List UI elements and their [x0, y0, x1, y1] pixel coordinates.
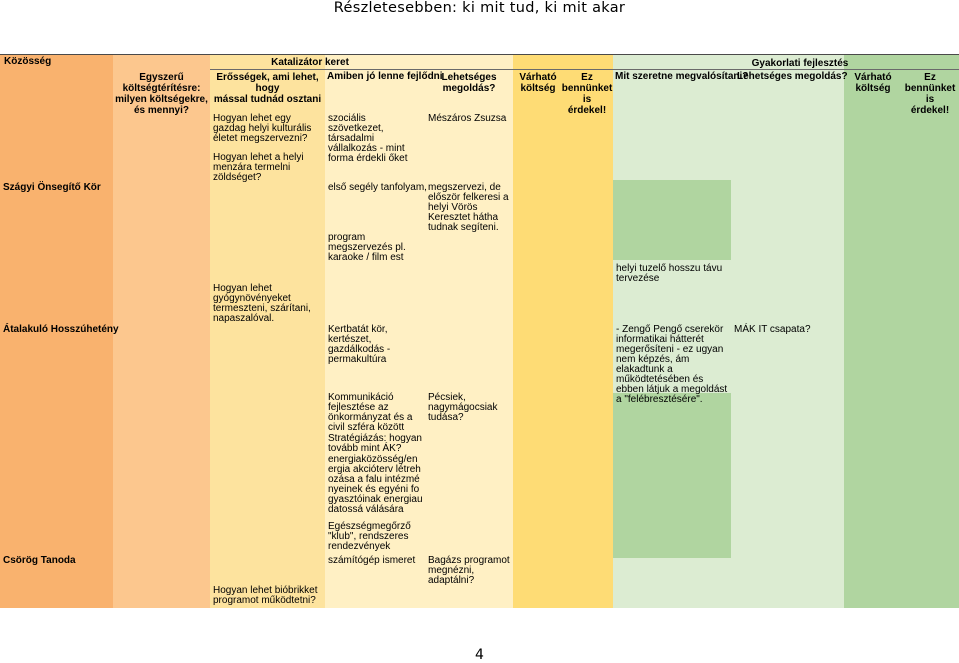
highlight-cell [613, 180, 731, 260]
solution-item: megszervezi, de először felkeresi a helyi Vörös Keresztet hátha tudnak segíteni. [428, 182, 509, 233]
solution-item: Mészáros Zsuzsa [428, 113, 507, 124]
column-simple-cost [113, 54, 210, 608]
header-simple-cost: Egyszerű költségtérítésre: milyen költségekre, és mennyi? [115, 72, 208, 116]
community-atalakulo: Átalakuló Hosszúhetény [3, 324, 119, 335]
header-cost: Várható költség [519, 72, 557, 94]
header-practical-goal: Mit szeretne megvalósítani? [615, 71, 749, 82]
improve-item: Kommunikáció fejlesztése az önkormányzat és a civil szféra között [328, 392, 413, 433]
strength-item: Hogyan lehet gyógynövényeket termeszteni, szárítani, napaszalóval. [213, 283, 311, 324]
practical-goal-item: helyi tuzelő hosszu távu tervezése [616, 263, 723, 284]
community-szagyi: Szágyi Önsegítő Kör [3, 182, 101, 193]
header-catalyst-frame: Katalizátor keret [271, 57, 349, 68]
community-csorog: Csörög Tanoda [3, 555, 76, 566]
practical-solution-item: MÁK IT csapata? [734, 324, 811, 335]
strength-item: Hogyan lehet bióbrikket programot működtetni? [213, 585, 318, 606]
page-number: 4 [475, 647, 484, 663]
header-interest: Ez bennünket is érdekel! [561, 72, 613, 116]
header-practical-solution: Lehetséges megoldás? [737, 71, 848, 82]
improve-item: számítógép ismeret [328, 555, 416, 566]
improve-item: első segély tanfolyam, [328, 182, 427, 193]
practical-goal-item: - Zengő Pengő cserekör informatikai hátterét megerősíteni - ez ugyan nem képzés, ám elakadtunk a működtetésében és ebben látjuk a megoldást a "felébresztésére". [616, 324, 728, 405]
header-divider [210, 69, 959, 70]
column-interest [563, 54, 613, 608]
improve-item: Kertbatát kör, kertészet, gazdálkodás - permakultúra [328, 324, 391, 365]
strength-item: Hogyan lehet egy gazdag helyi kulturális életet megszervezni? [213, 113, 312, 144]
improve-item: Stratégiázás: hogyan tovább mint ÁK? [328, 433, 422, 454]
page-title: Részletesebben: ki mit tud, ki mit akar [333, 0, 626, 16]
column-solution [425, 54, 513, 608]
column-practical-cost [844, 54, 902, 608]
improve-item: Egészségmegőrző "klub", rendszeres rendezvények [328, 521, 411, 552]
strength-item: Hogyan lehet a helyi menzára termelni zöldséget? [213, 152, 304, 183]
improve-item: energiaközösség/energia akcióterv létrehozása a falu intézményeinek és egyéni fogyasztóinak energiaudatossá válására [328, 454, 423, 515]
header-strengths: Erősségek, ami lehet, hogy mással tudnád osztani [213, 72, 322, 105]
solution-item: Bagázs programot megnézni, adaptálni? [428, 555, 510, 586]
improve-item: program megszervezés pl. karaoke / film est [328, 232, 406, 263]
header-divider [0, 54, 959, 55]
solution-item: Pécsiek, nagymágocsiak tudása? [428, 392, 498, 423]
header-practical-cost: Várható költség [854, 72, 892, 94]
improve-item: szociális szövetkezet, társadalmi vállalkozás - mint forma érdekli őket [328, 113, 408, 164]
header-community: Közösség [4, 56, 52, 67]
column-cost [513, 54, 563, 608]
header-solution: Lehetséges megoldás? [441, 72, 497, 94]
header-practical-development: Gyakorlati fejlesztés [751, 58, 849, 69]
header-improve: Amiben jó lenne fejlődni [327, 71, 443, 82]
highlight-cell [613, 393, 731, 558]
column-practical-interest [902, 54, 959, 608]
header-practical-interest: Ez bennünket is érdekel! [904, 72, 956, 116]
